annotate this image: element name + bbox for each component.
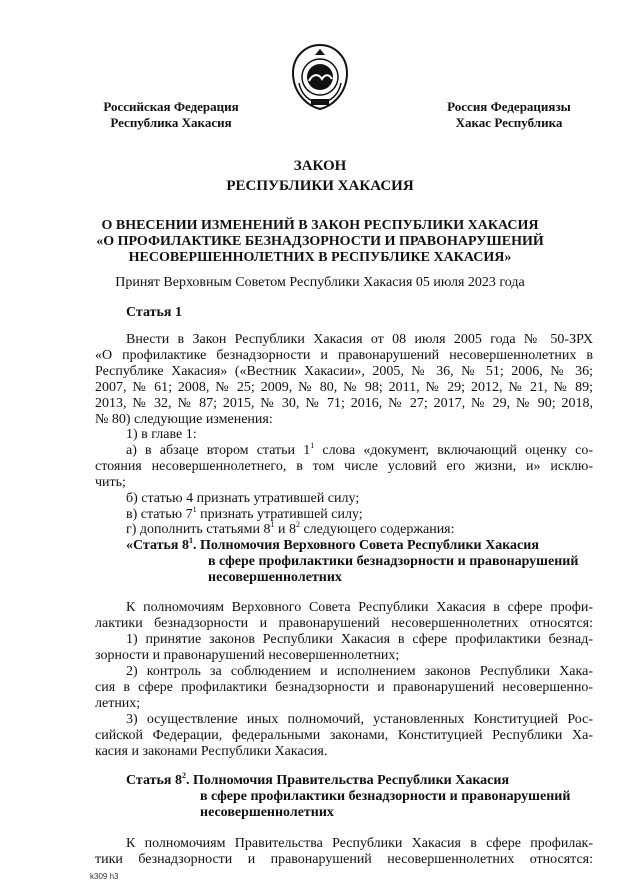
article81-title-line1: [126, 538, 539, 554]
article82-line: К полномочиям Правительства Республики Хакасия в сфере профилак-: [126, 836, 593, 851]
law-heading-line3: НЕСОВЕРШЕННОЛЕТНИХ В РЕСПУБЛИКЕ ХАКАСИЯ»: [128, 250, 512, 265]
article1-line-a-part1: а) в абзаце втором статьи 1: [126, 443, 311, 458]
law-republic: РЕСПУБЛИКИ ХАКАСИЯ: [226, 178, 414, 194]
article1-line-g: [126, 522, 455, 538]
article81-line: летних;: [95, 696, 141, 711]
article1-line: № 80) следующие изменения:: [95, 412, 273, 427]
header-right-line2: Хакас Республика: [455, 115, 563, 130]
article1-line-v: [126, 507, 363, 523]
article82-title-rest: . Полномочия Правительства Республики Хакасия: [185, 773, 510, 788]
header-left-line2: Республика Хакасия: [110, 115, 232, 130]
article81-line: лактики безнадзорности и правонарушений несовершеннолетних относятся:: [95, 616, 593, 631]
law-heading-line2: «О ПРОФИЛАКТИКЕ БЕЗНАДЗОРНОСТИ И ПРАВОНАРУШЕНИЙ: [96, 234, 544, 249]
header-right: [444, 99, 574, 131]
article81-title-rest: . Полномочия Верховного Совета Республики Хакасия: [192, 538, 539, 553]
article1-line: стояния несовершеннолетнего, в том числе условий его жизни, и» исклю-: [95, 459, 593, 474]
superscript: 2: [181, 771, 186, 780]
header-left-line1: Российская Федерация: [103, 99, 239, 114]
article1-line: Внести в Закон Республики Хакасия от 08 июля 2005 года № 50-ЗРХ: [126, 332, 593, 347]
coat-of-arms-emblem: [289, 43, 351, 111]
article1-line-v-part2: признать утратившей силу;: [196, 507, 363, 522]
article81-line: сийской Федерации, федеральными законами, Конституцией Республики Ха-: [95, 728, 593, 743]
article82-title-line2: в сфере профилактики безнадзорности и правонарушений: [200, 789, 571, 804]
article1-line: 2013, № 32, № 87; 2015, № 30, № 71; 2016, № 27; 2017, № 29, № 90; 2018,: [95, 396, 593, 411]
law-heading-line1: О ВНЕСЕНИИ ИЗМЕНЕНИЙ В ЗАКОН РЕСПУБЛИКИ ХАКАСИЯ: [101, 218, 539, 233]
article81-line: 2) контроль за соблюдением и исполнением законов Республики Хака-: [126, 664, 593, 679]
superscript: 1: [270, 520, 275, 529]
header-right-line1: Россия Федерациязы: [447, 99, 571, 114]
footer-code: k309 h3: [90, 872, 119, 881]
article1-line-g-part2: и 8: [274, 522, 296, 537]
article1-line-v-part1: в) статью 7: [126, 507, 193, 522]
adoption-note: Принят Верховным Советом Республики Хакасия 05 июля 2023 года: [115, 275, 525, 290]
article82-title-line1: [126, 773, 509, 789]
article1-line: чить;: [95, 475, 126, 490]
superscript: 2: [295, 520, 300, 529]
article1-line-g-part3: следующего содержания:: [299, 522, 455, 537]
article1-line: 2007, № 61; 2008, № 25; 2009, № 80, № 98; 2011, № 29; 2012, № 21, № 89;: [95, 380, 593, 395]
article81-title-line2: в сфере профилактики безнадзорности и правонарушений: [208, 554, 579, 569]
superscript: 1: [310, 441, 315, 450]
article81-line: К полномочиям Верховного Совета Республики Хакасия в сфере профи-: [126, 600, 593, 615]
article82-line: тики безнадзорности и правонарушений несовершеннолетних относятся:: [95, 852, 593, 867]
article1-line: 1) в главе 1:: [126, 427, 197, 442]
header-left: [96, 99, 246, 131]
article81-line: сия в сфере профилактики безнадзорности и правонарушений несовершенно-: [95, 680, 593, 695]
article1-title: Статья 1: [126, 305, 182, 320]
article81-line: 1) принятие законов Республики Хакасия в сфере профилактики безнад-: [126, 632, 593, 647]
superscript: 1: [188, 536, 193, 545]
article81-line: зорности и правонарушений несовершеннолетних;: [95, 648, 400, 663]
article1-line-a-part2: слова «документ, включающий оценку со-: [314, 443, 593, 458]
article82-title-line3: несовершеннолетних: [200, 805, 334, 820]
article1-line: Республике Хакасия» («Вестник Хакасии», 2005, № 36, № 51; 2006, № 36;: [95, 364, 593, 379]
article81-title-line3: несовершеннолетних: [208, 570, 342, 585]
article1-line-g-part1: г) дополнить статьями 8: [126, 522, 271, 537]
superscript: 1: [192, 505, 197, 514]
article81-line: касия и законами Республики Хакасия.: [95, 744, 328, 759]
article1-line-a: [126, 443, 593, 459]
article81-title-prefix: «Статья 8: [126, 538, 189, 553]
article1-line: б) статью 4 признать утратившей силу;: [126, 491, 360, 506]
law-title: ЗАКОН: [293, 158, 347, 174]
article1-line: «О профилактике безнадзорности и правонарушений несовершеннолетних в: [95, 348, 593, 363]
article82-title-prefix: Статья 8: [126, 773, 182, 788]
article81-line: 3) осуществление иных полномочий, установленных Конституцией Рос-: [126, 712, 593, 727]
